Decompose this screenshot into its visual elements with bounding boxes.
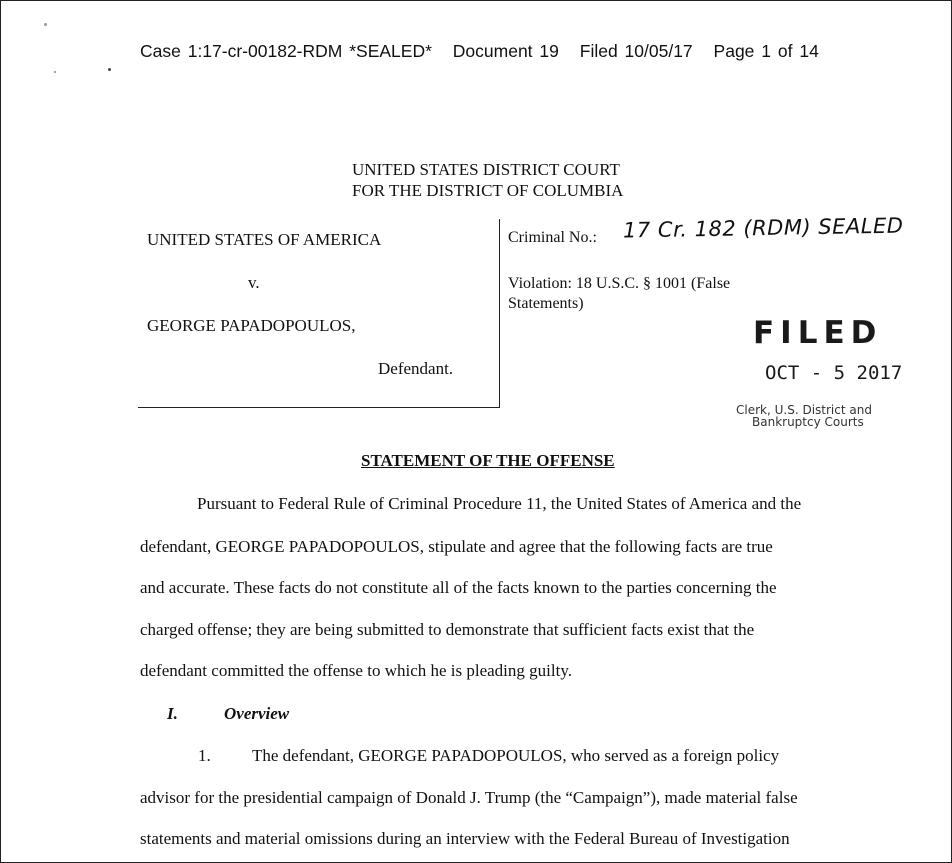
scan-speck	[108, 68, 111, 71]
violation-line-2: Statements)	[508, 295, 584, 312]
item-line: The defendant, GEORGE PAPADOPOULOS, who served as a foreign policy	[252, 746, 780, 765]
defendant-name: GEORGE PAPADOPOULOS,	[147, 316, 356, 335]
document-title: STATEMENT OF THE OFFENSE	[361, 451, 615, 470]
clerk-line-2: Bankruptcy Courts	[752, 415, 864, 429]
item-line: advisor for the presidential campaign of Donald J. Trump (the “Campaign”), made material false	[140, 788, 798, 807]
handwritten-case-number: 17 Cr. 182 (RDM) SEALED	[622, 213, 904, 243]
versus: v.	[248, 273, 260, 292]
paragraph-line: charged offense; they are being submitted to demonstrate that sufficient facts exist that the	[140, 620, 755, 639]
paragraph-line: Pursuant to Federal Rule of Criminal Procedure 11, the United States of America and the	[197, 494, 802, 513]
paragraph-line: defendant committed the offense to which he is pleading guilty.	[140, 661, 572, 680]
court-name	[352, 159, 623, 201]
paragraph-line: and accurate. These facts do not constitute all of the facts known to the parties concerning the	[140, 578, 777, 597]
violation	[508, 274, 778, 314]
violation-line-1: Violation: 18 U.S.C. § 1001 (False	[508, 275, 731, 292]
section-heading	[167, 704, 289, 724]
document-number: Document 19	[452, 41, 559, 61]
clerk-stamp	[736, 404, 872, 428]
section-title: Overview	[224, 704, 290, 723]
criminal-number-label: Criminal No.:	[508, 229, 597, 246]
stamp-date: OCT - 5 2017	[765, 362, 903, 384]
item-line: statements and material omissions during an interview with the Federal Bureau of Investigation	[140, 829, 790, 848]
scan-speck	[44, 23, 47, 26]
scan-speck	[54, 71, 56, 73]
court-line-1: UNITED STATES DISTRICT COURT	[352, 160, 620, 179]
page-number: Page 1 of 14	[713, 41, 819, 61]
court-line-2: FOR THE DISTRICT OF COLUMBIA	[352, 181, 624, 200]
section-number: I.	[167, 704, 178, 723]
case-header	[140, 41, 833, 62]
item-number: 1.	[198, 746, 211, 765]
case-number: Case 1:17-cr-00182-RDM *SEALED*	[140, 41, 432, 61]
paragraph-line: defendant, GEORGE PAPADOPOULOS, stipulate and agree that the following facts are true	[140, 537, 773, 556]
clerk-line-1: Clerk, U.S. District and	[736, 403, 872, 417]
filed-stamp: FILED	[753, 315, 883, 351]
plaintiff: UNITED STATES OF AMERICA	[147, 230, 382, 249]
case-caption	[138, 219, 500, 408]
defendant-label: Defendant.	[378, 359, 454, 378]
filed-date: Filed 10/05/17	[579, 41, 693, 61]
